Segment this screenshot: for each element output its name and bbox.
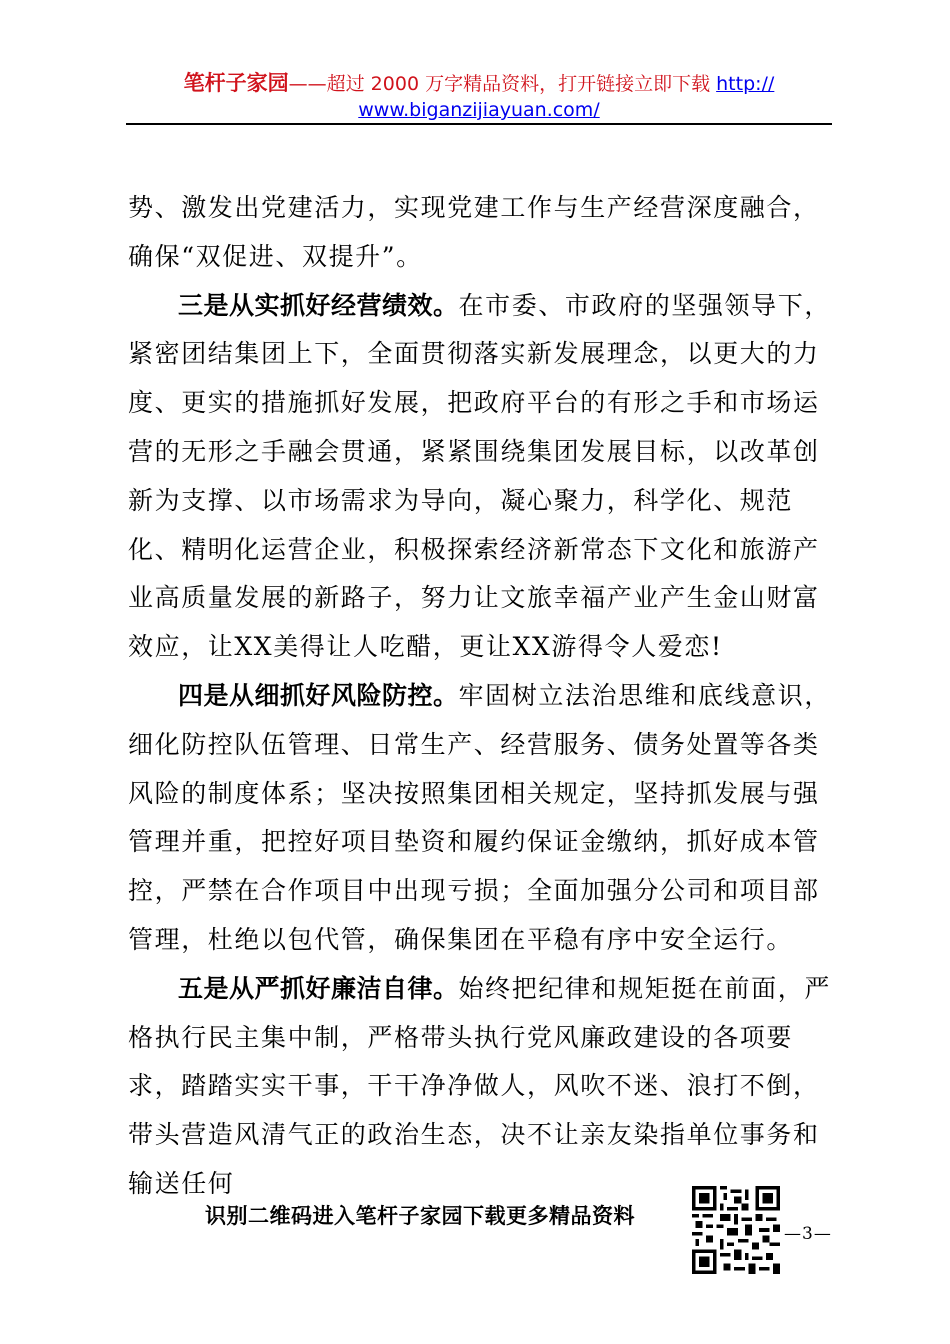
site-link-part-1[interactable]: http:// — [716, 73, 775, 95]
brand-name: 笔杆子家园 — [183, 71, 289, 95]
paragraph-operations — [128, 282, 840, 672]
paragraph-continuation — [128, 184, 840, 282]
paragraph-text: 牢固树立法治思维和底线意识，细化防控队伍管理、日常生产、经营服务、债务处置等各类风险的制度体系；坚决按照集团相关规定，坚持抓发展与强管理并重，把控好项目垫资和履约保证金缴纳，抓好成本管控，严禁在合作项目中出现亏损；全面加强分公司和项目部管理，杜绝以包代管，确保集团在平稳有序中安全运行。 — [128, 680, 831, 954]
qr-code-icon[interactable] — [692, 1186, 780, 1274]
header-tagline: ——超过 2000 万字精品资料，打开链接立即下载 — [288, 73, 717, 95]
paragraph-text: 始终把纪律和规矩挺在前面，严格执行民主集中制，严格带头执行党风廉政建设的各项要求，踏踏实实干事，干干净净做人，风吹不迷、浪打不倒，带头营造风清气正的政治生态，决不让亲友染指单位事务和输送任何 — [128, 973, 831, 1198]
site-link-part-2[interactable]: www.biganzijiayuan.com/ — [358, 99, 600, 121]
page-header — [126, 70, 832, 123]
header-line-1 — [126, 70, 832, 97]
paragraph-text: 在市委、市政府的坚强领导下，紧密团结集团上下，全面贯彻落实新发展理念，以更大的力度、更实的措施抓好发展，把政府平台的有形之手和市场运营的无形之手融会贯通，紧紧围绕集团发展目标，以改革创新为支撑、以市场需求为导向，凝心聚力，科学化、规范化、精明化运营企业，积极探索经济新常态下文化和旅游产业高质量发展的新路子，努力让文旅幸福产业产生金山财富效应，让XX美得让人吃醋，更让XX游得令人爱恋! — [128, 290, 831, 662]
paragraph-heading: 四是从细抓好风险防控。 — [178, 680, 459, 710]
header-divider — [126, 123, 832, 125]
paragraph-heading: 五是从严抓好廉洁自律。 — [178, 973, 459, 1003]
paragraph-text: 势、激发出党建活力，实现党建工作与生产经营深度融合，确保“双促进、双提升”。 — [128, 193, 820, 271]
page-number: —3— — [784, 1224, 832, 1244]
header-line-2 — [126, 97, 832, 123]
paragraph-risk-control — [128, 672, 840, 965]
footer-qr-caption: 识别二维码进入笔杆子家园下载更多精品资料 — [205, 1204, 635, 1228]
paragraph-heading: 三是从实抓好经营绩效。 — [178, 290, 459, 320]
document-body — [128, 184, 840, 1209]
paragraph-integrity — [128, 965, 840, 1209]
